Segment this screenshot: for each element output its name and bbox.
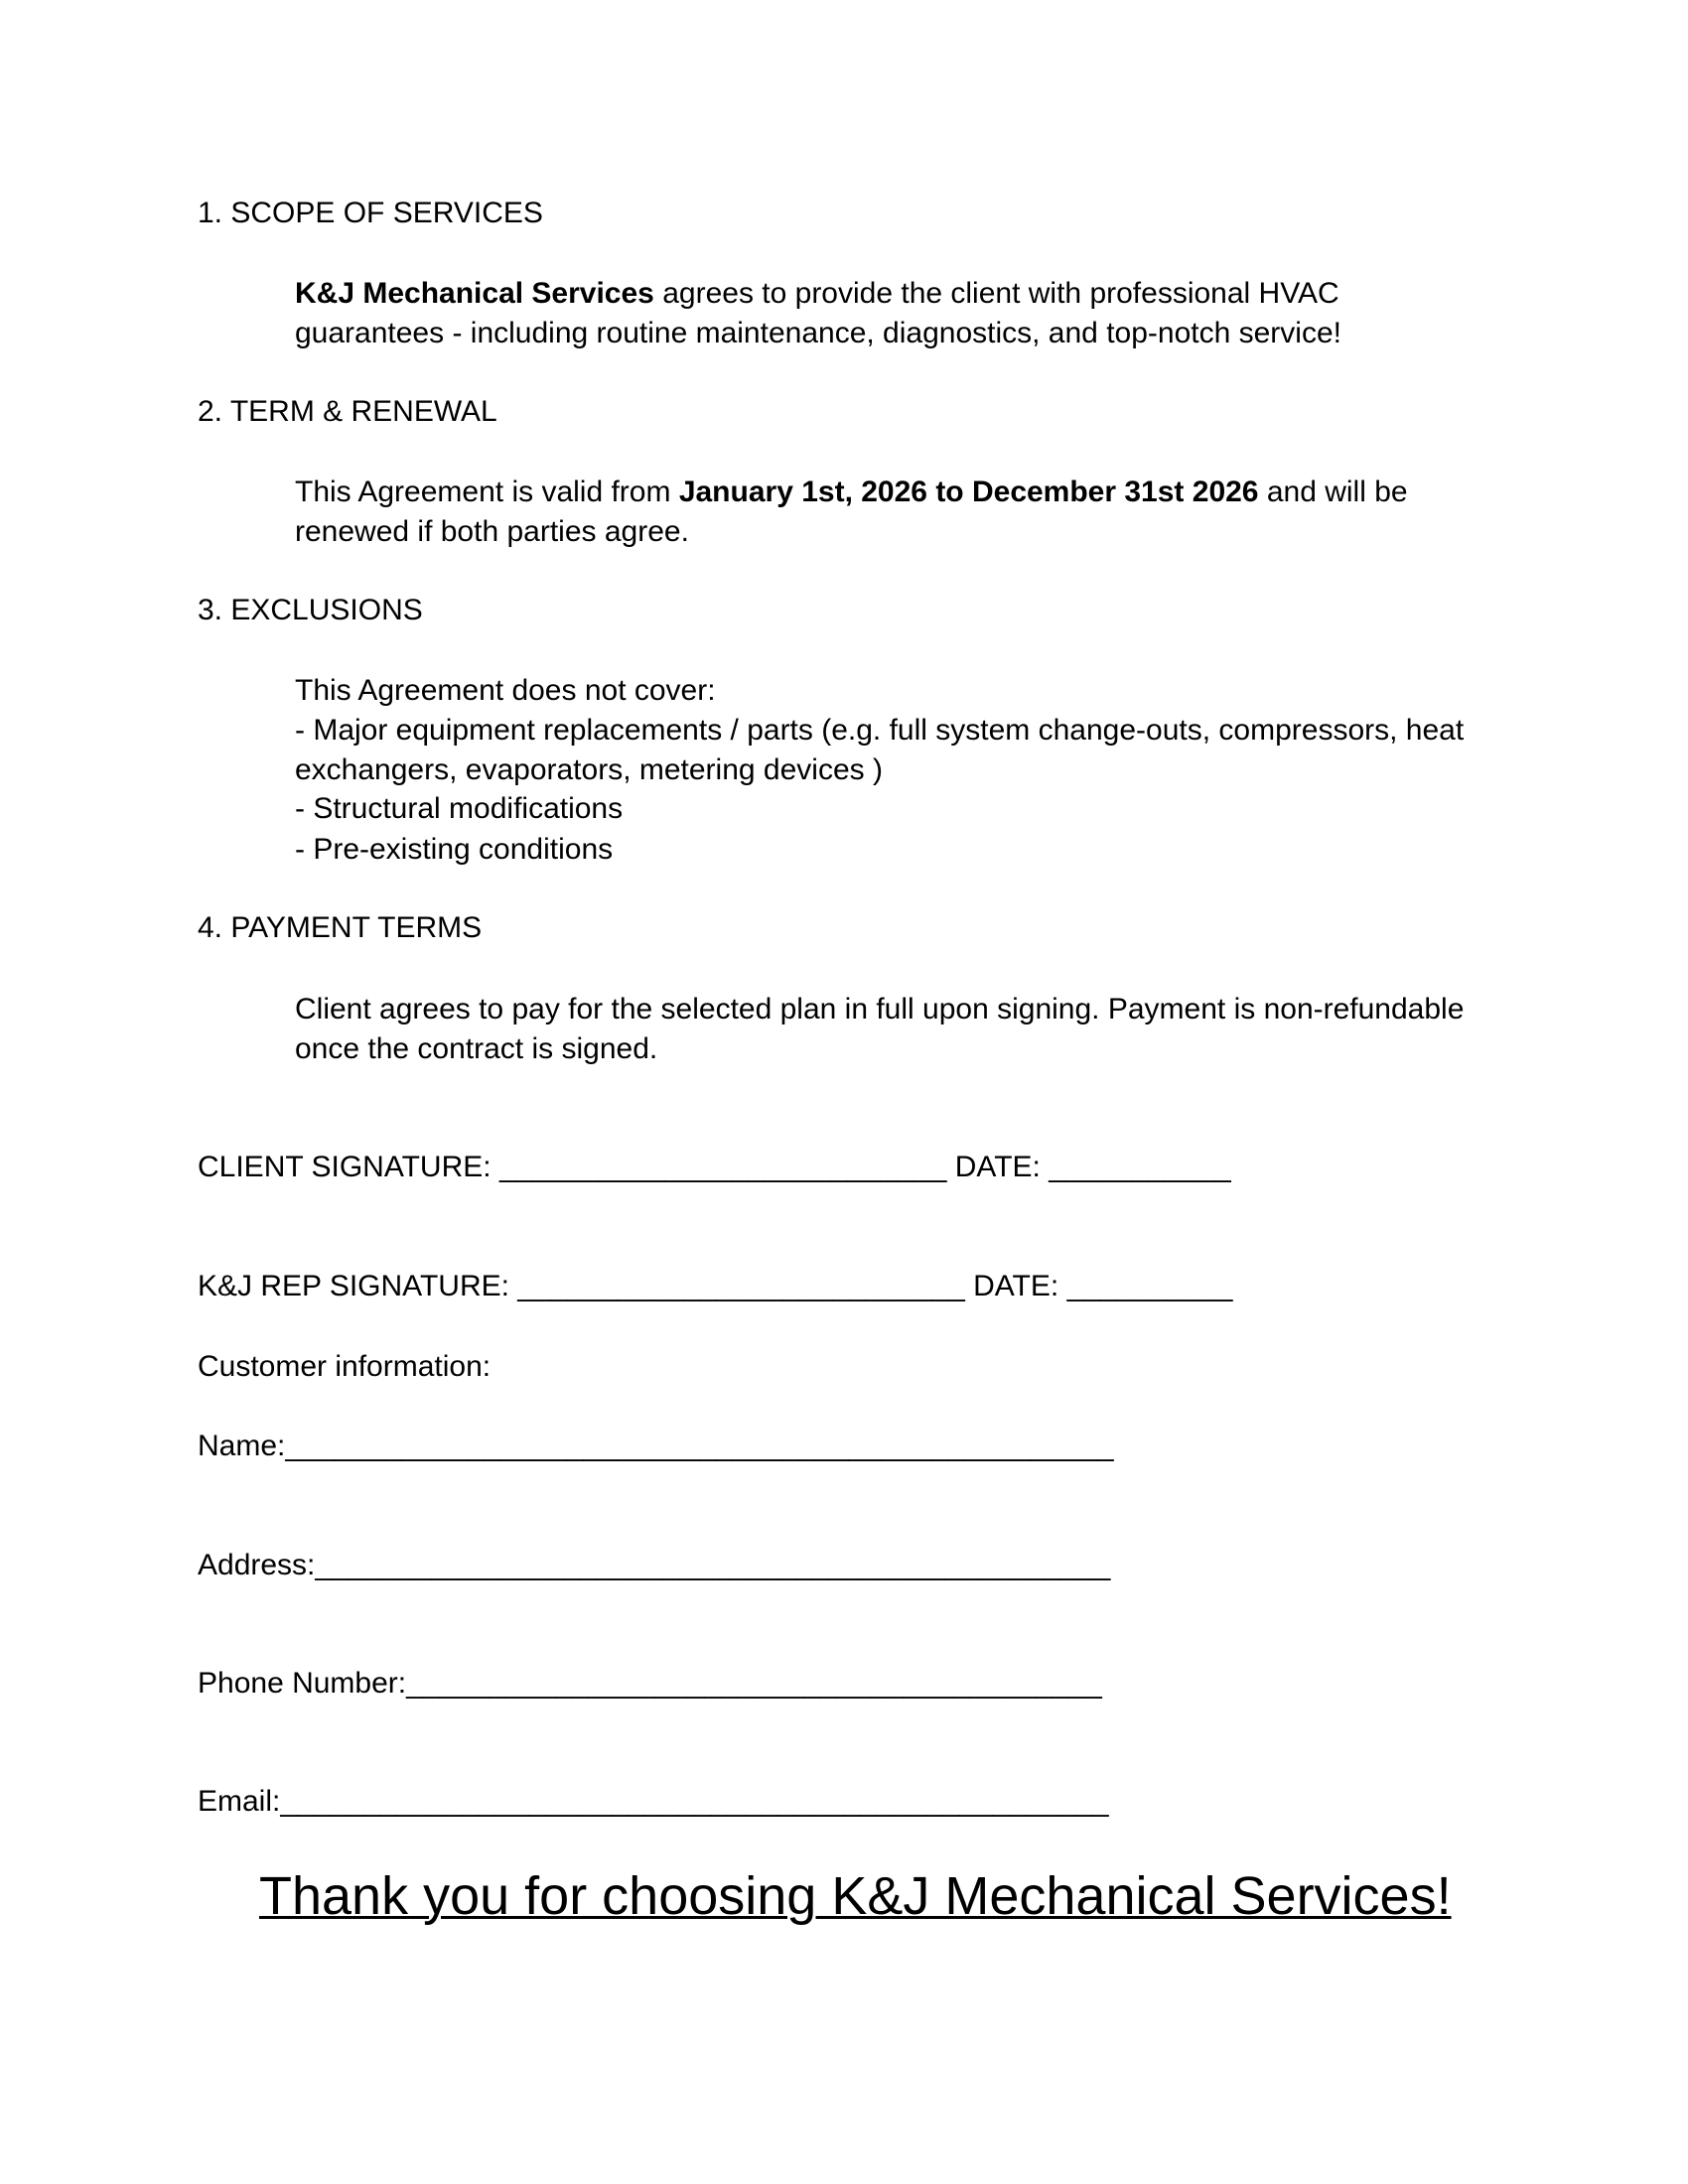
exclusions-line: - Major equipment replacements / parts (e.g. full system change-outs, compressors, heat	[295, 714, 1465, 747]
customer-info-heading: Customer information:	[198, 1350, 492, 1383]
term-dates: January 1st, 2026 to December 31st 2026	[678, 476, 1259, 508]
payment-text-line: once the contract is signed.	[295, 1032, 658, 1065]
closing-message: Thank you for choosing K&J Mechanical Services!	[259, 1866, 1452, 1926]
exclusions-line: - Pre-existing conditions	[295, 833, 614, 866]
rep-signature-line[interactable]: K&J REP SIGNATURE: ___________________________ DATE: __________	[198, 1270, 1233, 1302]
section-heading-exclusions: 3. EXCLUSIONS	[198, 594, 423, 626]
term-text: This Agreement is valid from	[295, 476, 679, 508]
phone-field[interactable]: Phone Number:__________________________________________	[198, 1667, 1102, 1700]
term-text: and will be	[1258, 476, 1408, 508]
exclusions-line: - Structural modifications	[295, 792, 624, 825]
term-text-line: renewed if both parties agree.	[295, 515, 689, 548]
payment-text-line: Client agrees to pay for the selected plan in full upon signing. Payment is non-refundable	[295, 993, 1465, 1025]
email-field[interactable]: Email:__________________________________________________	[198, 1785, 1109, 1818]
company-name: K&J Mechanical Services	[295, 277, 654, 310]
exclusions-line: exchangers, evaporators, metering devices )	[295, 753, 883, 786]
exclusions-line: This Agreement does not cover:	[295, 674, 716, 707]
section-heading-scope: 1. SCOPE OF SERVICES	[198, 197, 543, 229]
section-heading-payment: 4. PAYMENT TERMS	[198, 911, 483, 944]
scope-text-line: guarantees - including routine maintenance, diagnostics, and top-notch service!	[295, 317, 1341, 349]
section-heading-term: 2. TERM & RENEWAL	[198, 395, 497, 428]
name-field[interactable]: Name:__________________________________________________	[198, 1430, 1114, 1462]
address-field[interactable]: Address:________________________________________________	[198, 1549, 1111, 1581]
scope-text-line	[295, 274, 1339, 314]
scope-text: agrees to provide the client with professional HVAC	[653, 277, 1339, 310]
client-signature-line[interactable]: CLIENT SIGNATURE: ___________________________ DATE: ___________	[198, 1151, 1231, 1183]
term-text-line	[295, 473, 1408, 512]
